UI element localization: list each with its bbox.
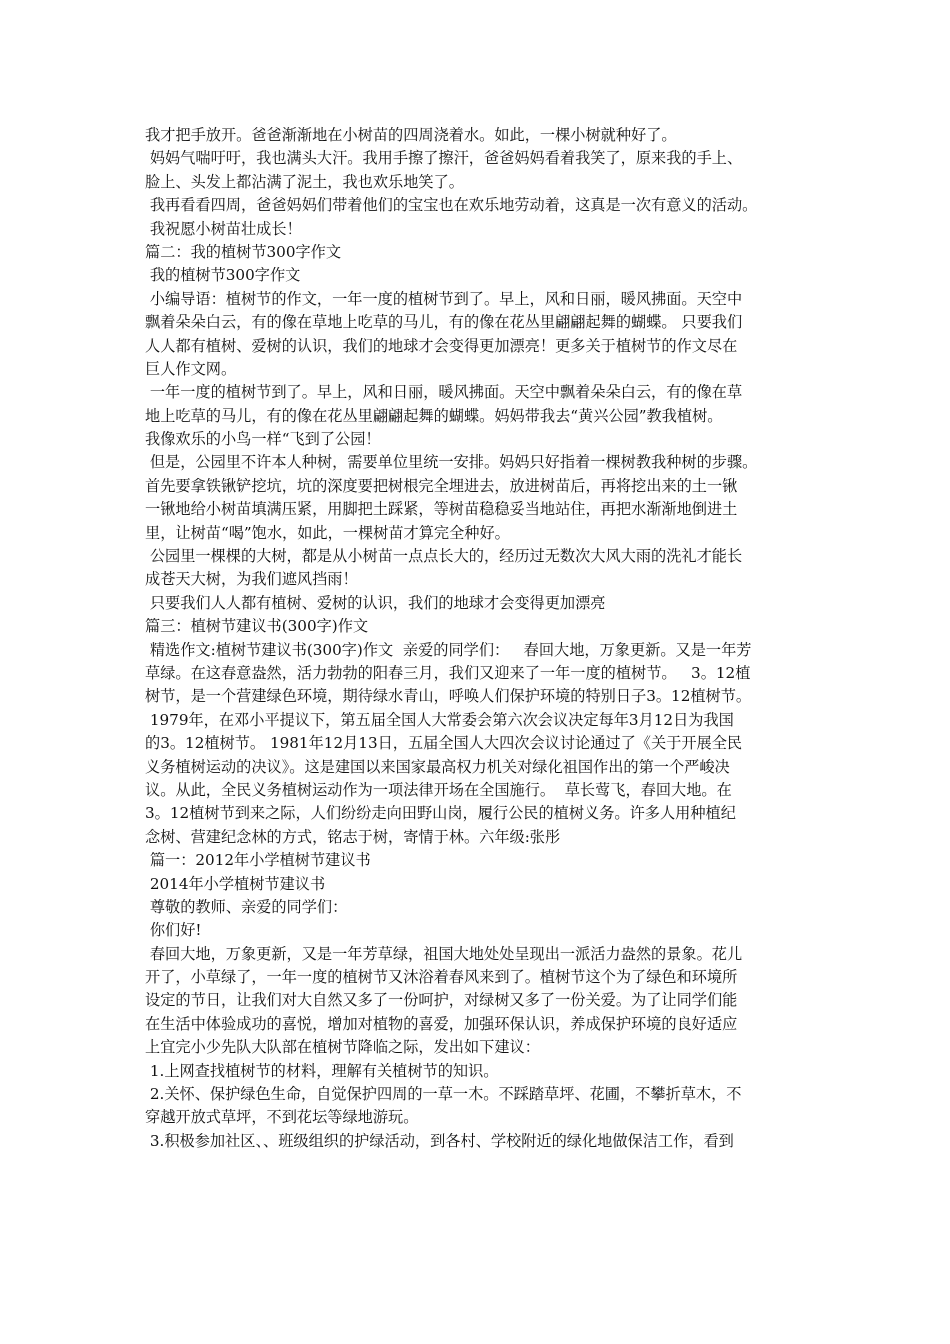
text-line: 小编导语：植树节的作文，一年一度的植树节到了。早上，风和日丽，暖风拂面。天空中 <box>145 289 743 308</box>
text-line: 公园里一棵棵的大树，都是从小树苗一点点长大的，经历过无数次大风大雨的洗礼才能长 <box>145 547 743 566</box>
list-item: 2.关怀、保护绿色生命，自觉保护四周的一草一木。不踩踏草坪、花圃，不攀折草木，不 <box>145 1085 742 1104</box>
text-line: 我像欢乐的小鸟一样“飞到了公园！ <box>145 430 381 449</box>
text-line: 巨人作文网。 <box>145 359 237 378</box>
text-line: 开了，小草绿了，一年一度的植树节又沐浴着春风来到了。植树节这个为了绿色和环境所 <box>145 968 738 987</box>
text-line: 精选作文:植树节建议书(300字)作文 亲爱的同学们： 春回大地，万象更新。又是一年芳 <box>145 640 752 659</box>
text-line: 3。12植树节到来之际，人们纷纷走向田野山岗，履行公民的植树义务。许多人用种植纪 <box>145 804 736 823</box>
section-heading: 篇一：2012年小学植树节建议书 <box>145 851 371 870</box>
text-line: 的3。12植树节。 1981年12月13日，五届全国人大四次会议讨论通过了《关于开展全民 <box>145 734 743 753</box>
text-line: 一年一度的植树节到了。早上，风和日丽，暖风拂面。天空中飘着朵朵白云，有的像在草 <box>145 383 743 402</box>
text-line: 义务植树运动的决议》。这是建国以来国家最高权力机关对绿化祖国作出的第一个严峻决 <box>145 757 730 776</box>
text-line: 脸上、头发上都沾满了泥土，我也欢乐地笑了。 <box>145 172 464 191</box>
text-line: 在生活中体验成功的喜悦，增加对植物的喜爱，加强环保认识，养成保护环境的良好适应 <box>145 1014 738 1033</box>
section-heading: 篇二：我的植树节300字作文 <box>145 242 342 261</box>
text-line: 念树、营建纪念林的方式，铭志于树，寄情于林。六年级:张彤 <box>145 827 561 846</box>
text-line: 我再看看四周，爸爸妈妈们带着他们的宝宝也在欢乐地劳动着，这真是一次有意义的活动。 <box>145 196 758 215</box>
text-line: 但是，公园里不许本人种树，需要单位里统一安排。妈妈只好指着一棵树教我种树的步骤。 <box>145 453 758 472</box>
text-line: 1979年，在邓小平提议下，第五届全国人大常委会第六次会议决定每年3月12日为我国 <box>145 710 734 729</box>
text-line: 只要我们人人都有植树、爱树的认识，我们的地球才会变得更加漂亮 <box>145 593 606 612</box>
article-title: 我的植树节300字作文 <box>145 266 301 285</box>
salutation: 尊敬的教师、亲爱的同学们： <box>145 897 348 916</box>
text-line: 议。从此，全民义务植树运动作为一项法律开场在全国施行。 草长莺飞，春回大地。在 <box>145 780 732 799</box>
text-line: 地上吃草的马儿，有的像在花丛里翩翩起舞的蝴蝶。妈妈带我去“黄兴公园”教我植树。 <box>145 406 723 425</box>
text-line: 上宜完小少先队大队部在植树节降临之际，发出如下建议： <box>145 1038 540 1057</box>
text-line: 一锹地给小树苗填满压紧，用脚把土踩紧，等树苗稳稳妥当地站住，再把水渐渐地倒进土 <box>145 500 738 519</box>
document-body <box>145 124 835 1153</box>
text-line: 穿越开放式草坪，不到花坛等绿地游玩。 <box>145 1108 419 1127</box>
text-line: 妈妈气喘吁吁，我也满头大汗。我用手擦了擦汗，爸爸妈妈看着我笑了，原来我的手上、 <box>145 149 743 168</box>
text-line: 我才把手放开。爸爸渐渐地在小树苗的四周浇着水。如此，一棵小树就种好了。 <box>145 126 677 144</box>
text-line: 里，让树苗“喝”饱水，如此，一棵树苗才算完全种好。 <box>145 523 510 542</box>
greeting: 你们好! <box>145 921 202 940</box>
text-line: 草绿。在这春意盎然，活力勃勃的阳春三月，我们又迎来了一年一度的植树节。 3。12植 <box>145 663 751 682</box>
text-line: 我祝愿小树苗壮成长！ <box>145 219 302 238</box>
text-line: 成苍天大树，为我们遮风挡雨！ <box>145 570 358 589</box>
text-line: 设定的节日，让我们对大自然又多了一份呵护，对绿树又多了一份关爱。为了让同学们能 <box>145 991 738 1010</box>
text-line: 人人都有植树、爱树的认识，我们的地球才会变得更加漂亮！更多关于植树节的作文尽在 <box>145 336 738 355</box>
list-item: 1.上网查找植树节的材料，理解有关植树节的知识。 <box>145 1061 499 1080</box>
text-line: 飘着朵朵白云，有的像在草地上吃草的马儿，有的像在花丛里翩翩起舞的蝴蝶。 只要我们 <box>145 313 743 332</box>
text-line: 首先要拿铁锹铲挖坑，坑的深度要把树根完全埋进去，放进树苗后，再将挖出来的土一锹 <box>145 476 738 495</box>
article-title: 2014年小学植树节建议书 <box>145 874 326 893</box>
text-line: 树节，是一个营建绿色环境，期待绿水青山，呼唤人们保护环境的特别日子3。12植树节。 <box>145 687 752 706</box>
text-line: 春回大地，万象更新，又是一年芳草绿，祖国大地处处呈现出一派活力盎然的景象。花儿 <box>145 944 743 963</box>
section-heading: 篇三：植树节建议书(300字)作文 <box>145 617 369 636</box>
list-item: 3.积极参加社区、、班级组织的护绿活动，到各村、学校附近的绿化地做保洁工作，看到 <box>145 1131 734 1150</box>
